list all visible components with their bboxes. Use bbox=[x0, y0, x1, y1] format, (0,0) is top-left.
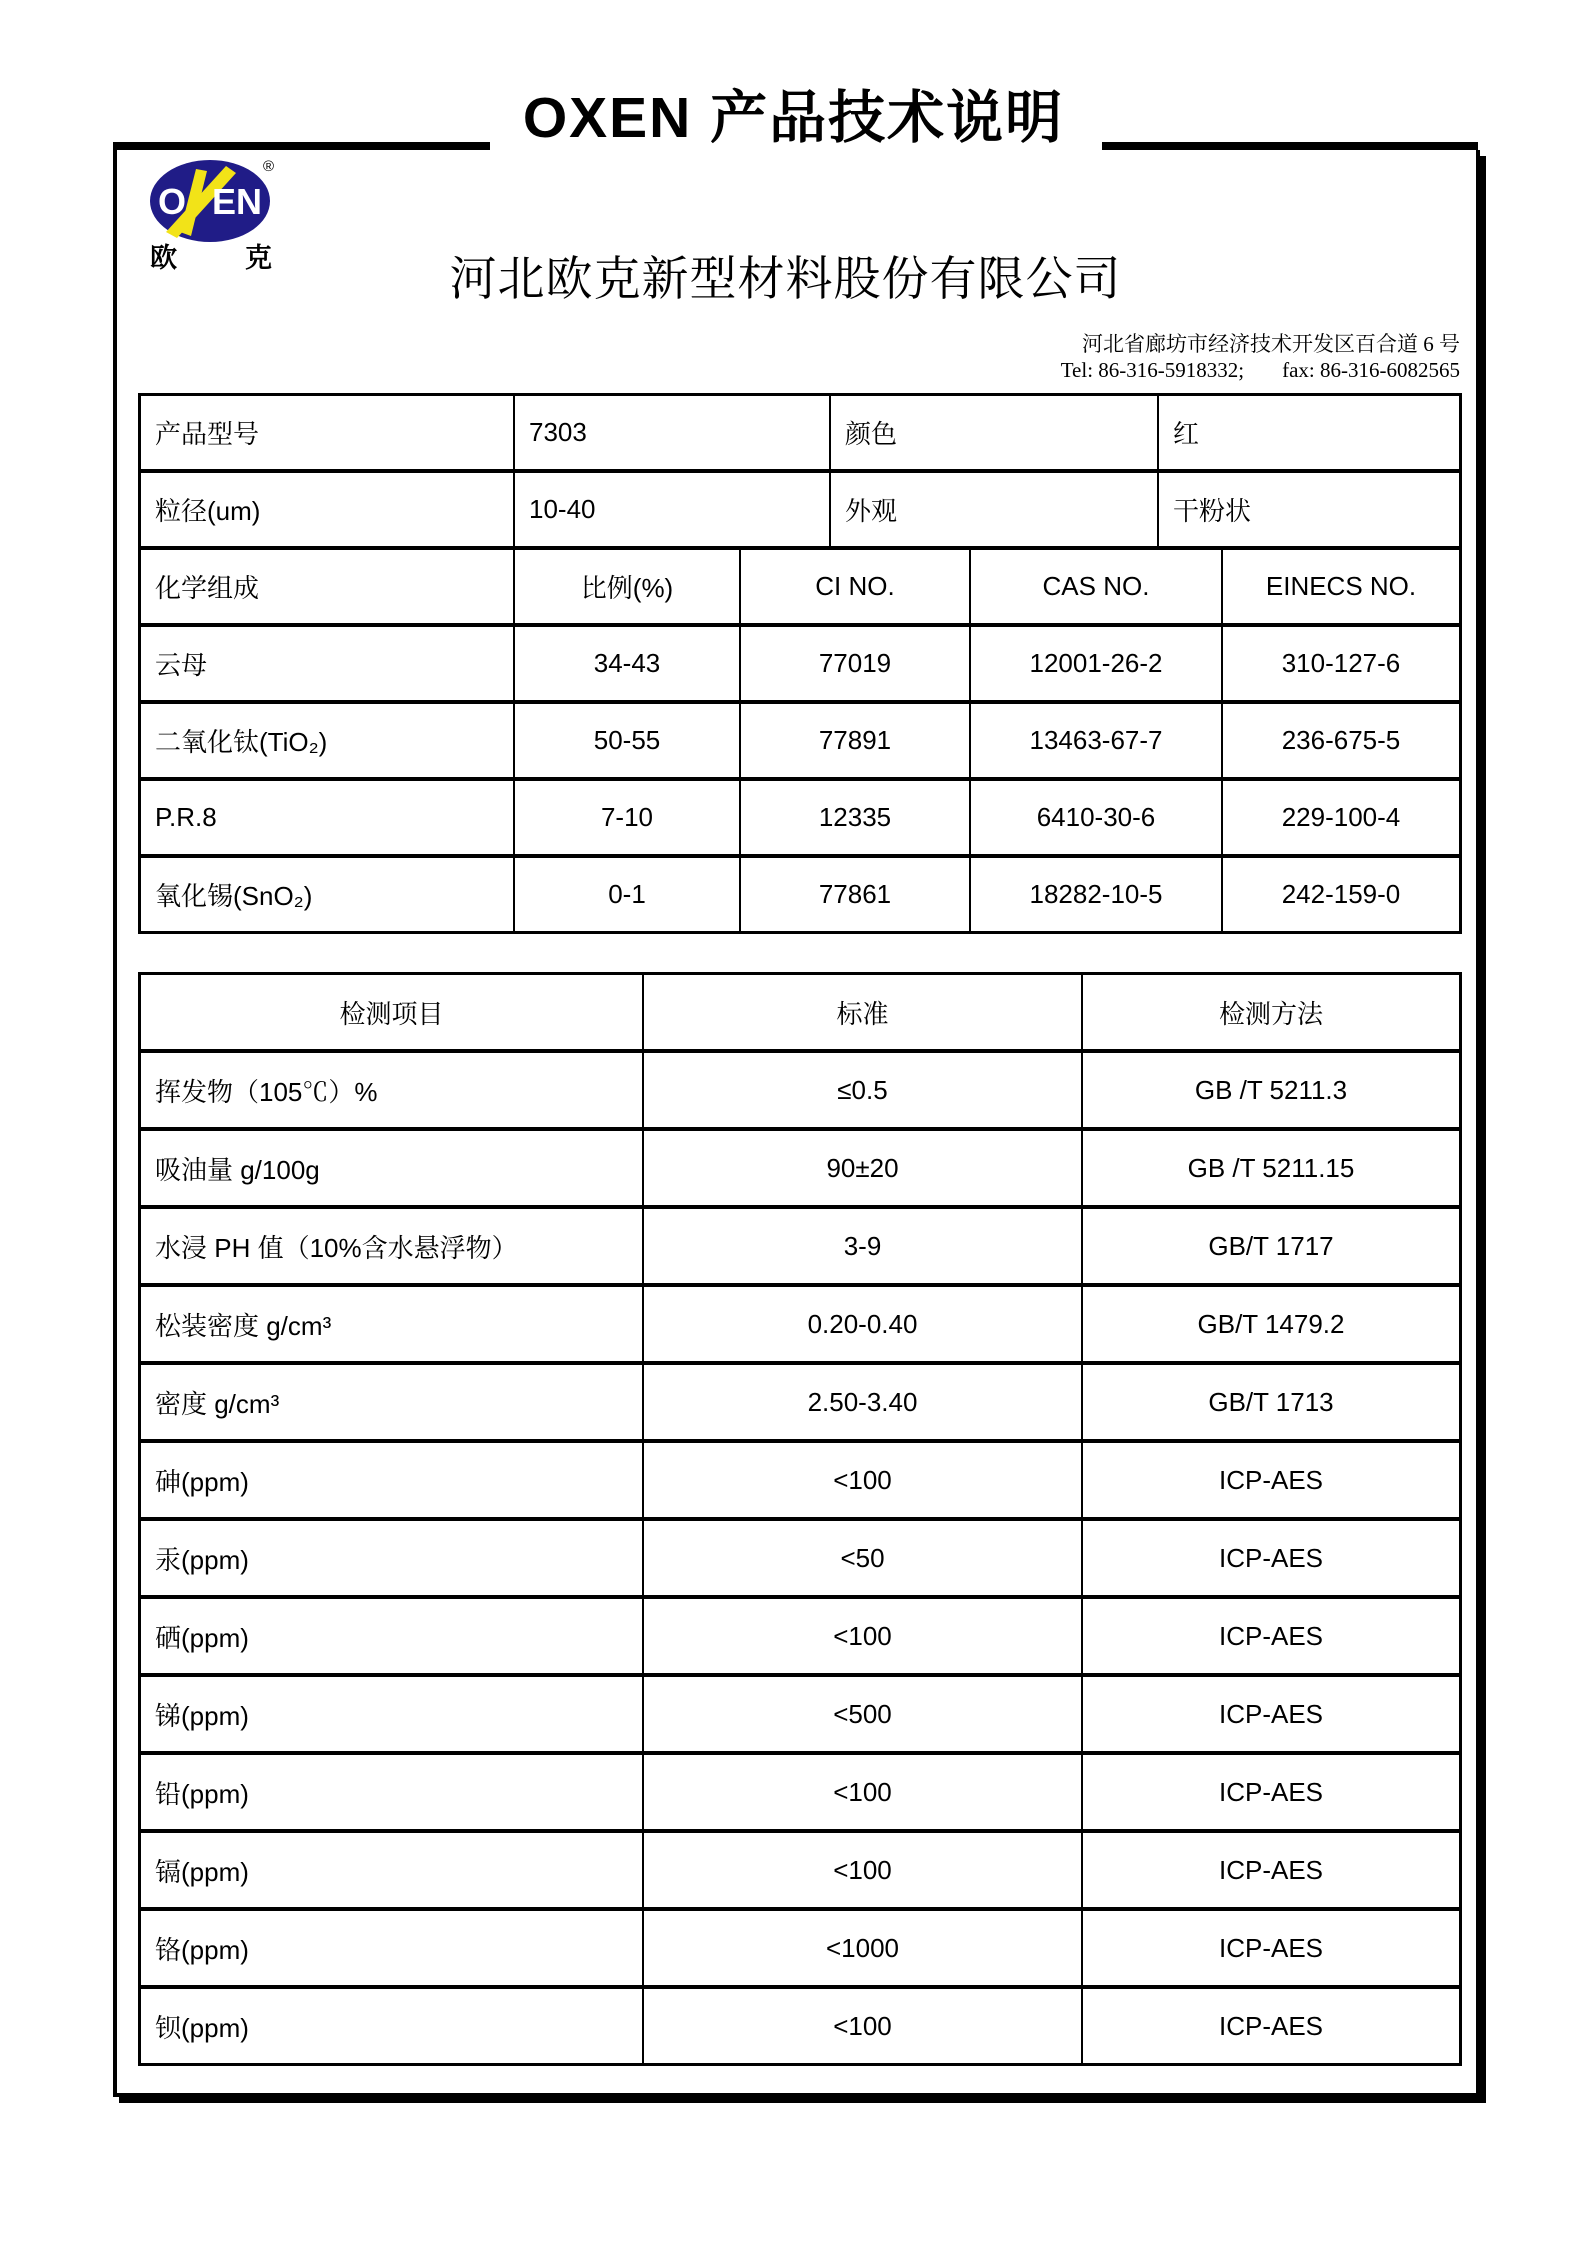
table-row bbox=[141, 1127, 1459, 1205]
table-row bbox=[141, 1283, 1459, 1361]
table-row bbox=[141, 396, 1459, 469]
table-cell: 钡(ppm) bbox=[155, 2012, 249, 2043]
table-cell: GB /T 5211.3 bbox=[1081, 1053, 1459, 1127]
table-cell: 干粉状 bbox=[1157, 473, 1459, 546]
table-cell: 12001-26-2 bbox=[969, 627, 1221, 700]
table-cell: 颜色 bbox=[829, 396, 1157, 469]
table-row bbox=[141, 1595, 1459, 1673]
table-cell: ICP-AES bbox=[1081, 1755, 1459, 1829]
table-cell: P.R.8 bbox=[155, 802, 217, 832]
table-cell: <100 bbox=[642, 1755, 1081, 1829]
column-header: 标准 bbox=[642, 975, 1081, 1049]
table-cell: <1000 bbox=[642, 1911, 1081, 1985]
logo-wordmark-left: O bbox=[158, 181, 187, 222]
test-methods-table bbox=[138, 972, 1462, 2066]
table-cell: 77019 bbox=[739, 627, 969, 700]
table-cell: 锑(ppm) bbox=[155, 1700, 249, 1731]
table-cell: ICP-AES bbox=[1081, 1989, 1459, 2063]
company-name: 河北欧克新型材料股份有限公司 bbox=[449, 254, 1122, 306]
table-cell: ICP-AES bbox=[1081, 1911, 1459, 1985]
table-cell: <50 bbox=[642, 1521, 1081, 1595]
table-cell: 242-159-0 bbox=[1221, 858, 1459, 931]
table-cell: GB/T 1713 bbox=[1081, 1365, 1459, 1439]
table-row bbox=[141, 1361, 1459, 1439]
table-row bbox=[141, 1907, 1459, 1985]
table-row bbox=[141, 777, 1459, 854]
table-cell: 12335 bbox=[739, 781, 969, 854]
table-cell: 松装密度 g/cm³ bbox=[155, 1310, 332, 1341]
table-row bbox=[141, 1829, 1459, 1907]
table-cell: 7303 bbox=[513, 396, 829, 469]
table-row bbox=[141, 1205, 1459, 1283]
table-row bbox=[141, 854, 1459, 931]
table-cell: 34-43 bbox=[513, 627, 739, 700]
logo-wordmark-right: EN bbox=[212, 181, 263, 222]
table-cell: ICP-AES bbox=[1081, 1833, 1459, 1907]
table-cell: 77861 bbox=[739, 858, 969, 931]
table-cell: ICP-AES bbox=[1081, 1443, 1459, 1517]
table-cell: <100 bbox=[642, 1833, 1081, 1907]
table-row bbox=[141, 623, 1459, 700]
table-cell: 二氧化钛(TiO₂) bbox=[155, 727, 328, 757]
table-cell: 粒径(um) bbox=[155, 496, 261, 526]
table-cell: 229-100-4 bbox=[1221, 781, 1459, 854]
table-cell: 310-127-6 bbox=[1221, 627, 1459, 700]
table-cell: 挥发物（105℃）% bbox=[155, 1076, 378, 1107]
logo-cjk-char: 欧 bbox=[150, 243, 177, 273]
oxen-logo bbox=[150, 156, 280, 242]
table-row bbox=[141, 1517, 1459, 1595]
company-address: 河北省廊坊市经济技术开发区百合道 6 号 bbox=[1082, 332, 1460, 356]
table-cell: ≤0.5 bbox=[642, 1053, 1081, 1127]
table-cell: 77891 bbox=[739, 704, 969, 777]
column-header: EINECS NO. bbox=[1221, 550, 1459, 623]
table-cell: 铅(ppm) bbox=[155, 1778, 249, 1809]
table-cell: 0.20-0.40 bbox=[642, 1287, 1081, 1361]
table-cell: <500 bbox=[642, 1677, 1081, 1751]
table-header-row bbox=[141, 975, 1459, 1049]
table-cell: 氧化锡(SnO₂) bbox=[155, 881, 313, 911]
table-cell: GB/T 1479.2 bbox=[1081, 1287, 1459, 1361]
table-cell: 18282-10-5 bbox=[969, 858, 1221, 931]
table-cell: 硒(ppm) bbox=[155, 1622, 249, 1653]
logo-cjk-char: 克 bbox=[245, 243, 272, 273]
column-header: 化学组成 bbox=[155, 573, 260, 603]
table-cell: 50-55 bbox=[513, 704, 739, 777]
company-fax: fax: 86-316-6082565 bbox=[1282, 358, 1460, 382]
table-cell: 2.50-3.40 bbox=[642, 1365, 1081, 1439]
table-cell: 铬(ppm) bbox=[155, 1934, 249, 1965]
table-cell: 3-9 bbox=[642, 1209, 1081, 1283]
table-row bbox=[141, 469, 1459, 546]
table-row bbox=[141, 1985, 1459, 2063]
table-cell: 90±20 bbox=[642, 1131, 1081, 1205]
table-row bbox=[141, 700, 1459, 777]
table-cell: ICP-AES bbox=[1081, 1677, 1459, 1751]
table-cell: <100 bbox=[642, 1599, 1081, 1673]
title-rule-left bbox=[113, 142, 490, 150]
table-row bbox=[141, 1751, 1459, 1829]
table-cell: 236-675-5 bbox=[1221, 704, 1459, 777]
table-cell: 云母 bbox=[155, 650, 208, 680]
title-rule-right bbox=[1102, 142, 1478, 150]
column-header: 比例(%) bbox=[513, 550, 739, 623]
table-cell: 镉(ppm) bbox=[155, 1856, 249, 1887]
table-cell: 红 bbox=[1157, 396, 1459, 469]
table-cell: 外观 bbox=[829, 473, 1157, 546]
product-spec-table bbox=[138, 393, 1462, 934]
table-row bbox=[141, 1049, 1459, 1127]
column-header: CAS NO. bbox=[969, 550, 1221, 623]
table-row bbox=[141, 1673, 1459, 1751]
column-header: 检测项目 bbox=[339, 998, 444, 1029]
registered-trademark-icon: ® bbox=[263, 158, 275, 175]
company-contact-line bbox=[1061, 357, 1460, 383]
table-cell: <100 bbox=[642, 1443, 1081, 1517]
table-cell: GB/T 1717 bbox=[1081, 1209, 1459, 1283]
table-cell: ICP-AES bbox=[1081, 1599, 1459, 1673]
column-header: CI NO. bbox=[739, 550, 969, 623]
table-cell: <100 bbox=[642, 1989, 1081, 2063]
table-header-row bbox=[141, 546, 1459, 623]
page-title: OXEN 产品技术说明 bbox=[522, 86, 1065, 150]
column-header: 检测方法 bbox=[1081, 975, 1459, 1049]
table-cell: 6410-30-6 bbox=[969, 781, 1221, 854]
table-cell: ICP-AES bbox=[1081, 1521, 1459, 1595]
table-cell: 水浸 PH 值（10%含水悬浮物） bbox=[155, 1232, 518, 1263]
table-cell: 0-1 bbox=[513, 858, 739, 931]
table-cell: 13463-67-7 bbox=[969, 704, 1221, 777]
table-cell: 吸油量 g/100g bbox=[155, 1154, 320, 1185]
table-cell: 密度 g/cm³ bbox=[155, 1388, 280, 1419]
table-cell: 汞(ppm) bbox=[155, 1544, 249, 1575]
table-cell: 产品型号 bbox=[155, 419, 260, 449]
table-cell: 砷(ppm) bbox=[155, 1466, 249, 1497]
company-tel: Tel: 86-316-5918332; bbox=[1060, 358, 1245, 382]
table-cell: 10-40 bbox=[513, 473, 829, 546]
table-cell: GB /T 5211.15 bbox=[1081, 1131, 1459, 1205]
company-address-block bbox=[1061, 331, 1460, 383]
table-cell: 7-10 bbox=[513, 781, 739, 854]
table-row bbox=[141, 1439, 1459, 1517]
